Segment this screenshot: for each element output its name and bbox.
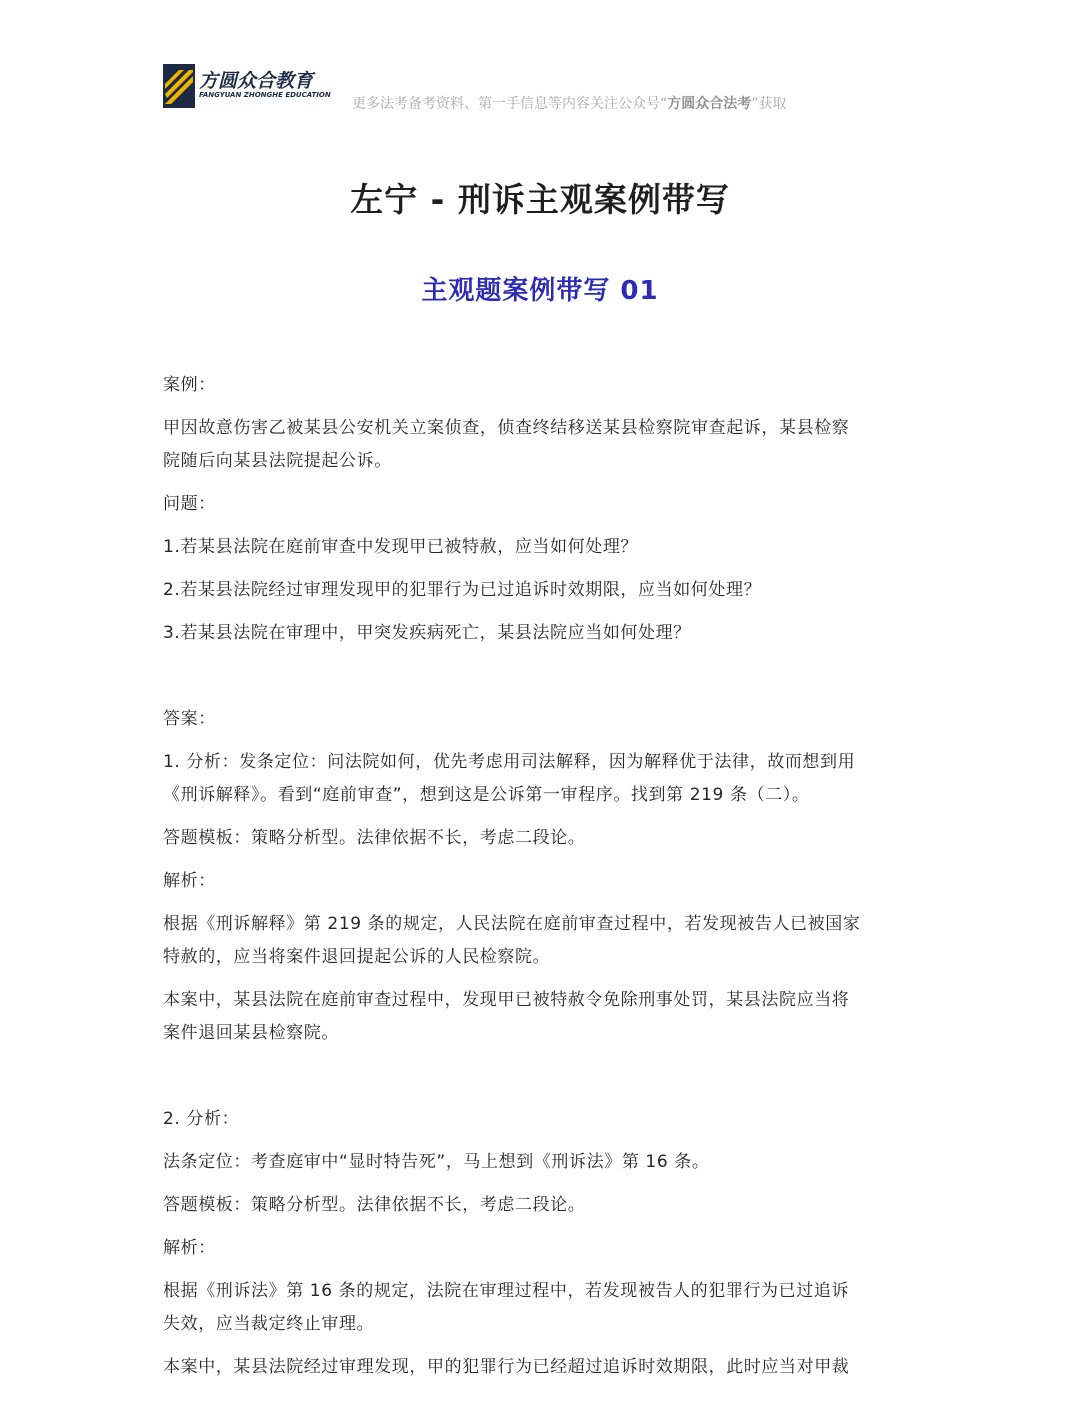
section-label-case: 案例： [163,375,216,395]
document-subtitle: 主观题案例带写 01 [421,276,659,306]
header-note-brand: 方圆众合法考 [667,96,752,112]
paragraph-line: 案件退回某县检察院。 [163,1023,339,1043]
paragraph-line: 本案中，某县法院在庭前审查过程中，发现甲已被特赦令免除刑事处罚，某县法院应当将 [163,990,850,1010]
paragraph-line: 甲因故意伤害乙被某县公安机关立案侦查，侦查终结移送某县检察院审查起诉，某县检察 [163,418,850,438]
paragraph-line: 答题模板：策略分析型。法律依据不长，考虑二段论。 [163,1195,586,1215]
paragraph-line: 法条定位：考查庭审中“显时特告死”，马上想到《刑诉法》第 16 条。 [163,1152,710,1172]
section-label-analysis: 解析： [163,871,216,891]
page-header [0,0,1080,130]
logo-chinese-text: 方圆众合教育 [199,70,314,92]
question-item: 1.若某县法院在庭前审查中发现甲已被特赦，应当如何处理？ [163,537,639,557]
header-note [352,93,787,113]
section-label-questions: 问题： [163,494,216,514]
company-logo [163,64,331,110]
paragraph-line: 特赦的，应当将案件退回提起公诉的人民检察院。 [163,947,551,967]
paragraph-line: 本案中，某县法院经过审理发现，甲的犯罪行为已经超过追诉时效期限，此时应当对甲裁 [163,1357,850,1377]
paragraph-line: 答题模板：策略分析型。法律依据不长，考虑二段论。 [163,828,586,848]
paragraph-line: 2. 分析： [163,1109,240,1129]
section-label-analysis: 解析： [163,1238,216,1258]
paragraph-line: 院随后向某县法院提起公诉。 [163,451,392,471]
paragraph-line: 1. 分析：发条定位：问法院如何，优先考虑用司法解释，因为解释优于法律，故而想到用 [163,752,856,772]
question-item: 3.若某县法院在审理中，甲突发疾病死亡，某县法院应当如何处理？ [163,623,691,643]
logo-mark-icon [163,64,195,108]
paragraph-line: 根据《刑诉法》第 16 条的规定，法院在审理过程中，若发现被告人的犯罪行为已过追诉 [163,1281,850,1301]
paragraph-line: 根据《刑诉解释》第 219 条的规定，人民法院在庭前审查过程中，若发现被告人已被国家 [163,914,861,934]
section-label-answers: 答案： [163,709,216,729]
paragraph-line: 失效，应当裁定终止审理。 [163,1314,375,1334]
header-note-prefix: 更多法考备考资料、第一手信息等内容关注公众号“ [352,96,668,112]
document-title: 左宁 - 刑诉主观案例带写 [350,180,730,219]
paragraph-line: 《刑诉解释》。看到“庭前审查”，想到这是公诉第一审程序。找到第 219 条（二）。 [163,785,810,805]
question-item: 2.若某县法院经过审理发现甲的犯罪行为已过追诉时效期限，应当如何处理？ [163,580,762,600]
logo-english-text: FANGYUAN ZHONGHE EDUCATION [199,91,331,99]
header-note-suffix: ”获取 [751,96,787,112]
